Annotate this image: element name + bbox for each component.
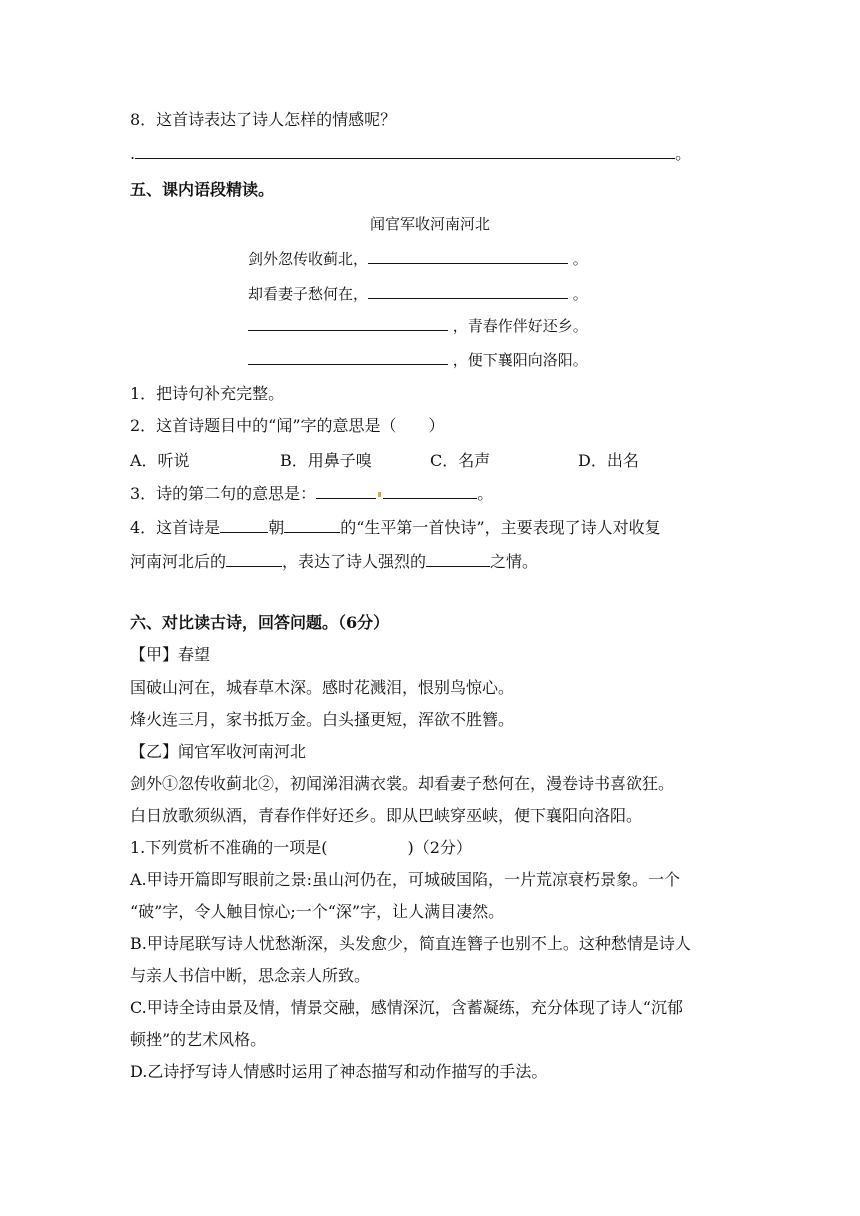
poem-jia-line-2: 烽火连三月，家书抵万金。白头搔更短，浑欲不胜簪。 (130, 710, 515, 729)
poem-jia-line-1: 国破山河在，城春草木深。感时花溅泪，恨别鸟惊心。 (130, 678, 515, 697)
poem-line-2: 却看妻子愁何在， 。 (248, 285, 588, 303)
sec6-option-d: D.乙诗抒写诗人情感时运用了神态描写和动作描写的手法。 (130, 1062, 548, 1081)
sec5-question-4-cont: 河南河北后的 ，表达了诗人强烈的 之情。 (130, 552, 539, 571)
blank (368, 249, 568, 264)
sec5-question-2: 2．这首诗题目中的“闻”字的意思是（ ） (130, 416, 445, 435)
poem-yi-title: 【乙】闻官军收河南河北 (130, 742, 307, 761)
blank (248, 316, 448, 331)
poem-title: 闻官军收河南河北 (369, 215, 490, 233)
sec5-question-4: 4．这首诗是 朝 的“生平第一首快诗”，主要表现了诗人对收复 (130, 518, 661, 537)
blank (316, 484, 376, 499)
poem-yi-line-2: 白日放歌须纵酒，青春作伴好还乡。即从巴峡穿巫峡，便下襄阳向洛阳。 (130, 806, 643, 825)
question-8: 8．这首诗表达了诗人怎样的情感呢？ (130, 110, 397, 129)
sec6-option-a-line-2: “破”字，令人触目惊心;一个“深”字，让人满目凄然。 (130, 902, 505, 921)
section-6-title: 六、对比读古诗，回答问题。（6分） (130, 613, 390, 632)
blank (248, 350, 448, 365)
blank (368, 284, 568, 299)
mark-dot-icon (378, 492, 381, 497)
poem-line-1: 剑外忽传收蓟北， 。 (248, 250, 588, 268)
option-c: C．名声 (430, 451, 491, 470)
poem-line-3: ，青春作伴好还乡。 (248, 316, 588, 336)
poem-jia-title: 【甲】春望 (130, 645, 211, 664)
sec6-question-1: 1.下列赏析不准确的一项是( )（2分） (130, 838, 472, 857)
section-5-title: 五、课内语段精读。 (130, 180, 275, 199)
sec6-option-a-line-1: A.甲诗开篇即写眼前之景:虽山河仍在，可城破国陷，一片荒凉衰朽景象。一个 (130, 870, 681, 889)
blank (226, 552, 282, 567)
sec6-option-c-line-1: C.甲诗全诗由景及情，情景交融，感情深沉，含蓄凝练，充分体现了诗人“沉郁 (130, 998, 683, 1017)
option-b: B．用鼻子嗅 (280, 451, 372, 470)
sec5-question-3: 3．诗的第二句的意思是： 。 (130, 484, 494, 503)
blank (426, 552, 490, 567)
blank (383, 484, 477, 499)
sec6-option-b-line-1: B.甲诗尾联写诗人忧愁渐深，头发愈少，简直连簪子也别不上。这种愁情是诗人 (130, 934, 691, 953)
sec6-option-b-line-2: 与亲人书信中断，思念亲人所致。 (130, 966, 371, 985)
sec5-question-1: 1．把诗句补充完整。 (130, 384, 285, 403)
answer-line-q8: . 。 (130, 144, 692, 163)
blank (220, 518, 268, 533)
sec6-option-c-line-2: 顿挫”的艺术风格。 (130, 1030, 267, 1049)
option-a: A．听说 (130, 451, 190, 470)
blank (135, 144, 675, 159)
option-d: D．出名 (578, 451, 639, 470)
poem-line-4: ，便下襄阳向洛阳。 (248, 350, 588, 370)
poem-yi-line-1: 剑外①忽传收蓟北②，初闻涕泪满衣裳。却看妻子愁何在，漫卷诗书喜欲狂。 (130, 774, 675, 793)
blank (284, 518, 340, 533)
